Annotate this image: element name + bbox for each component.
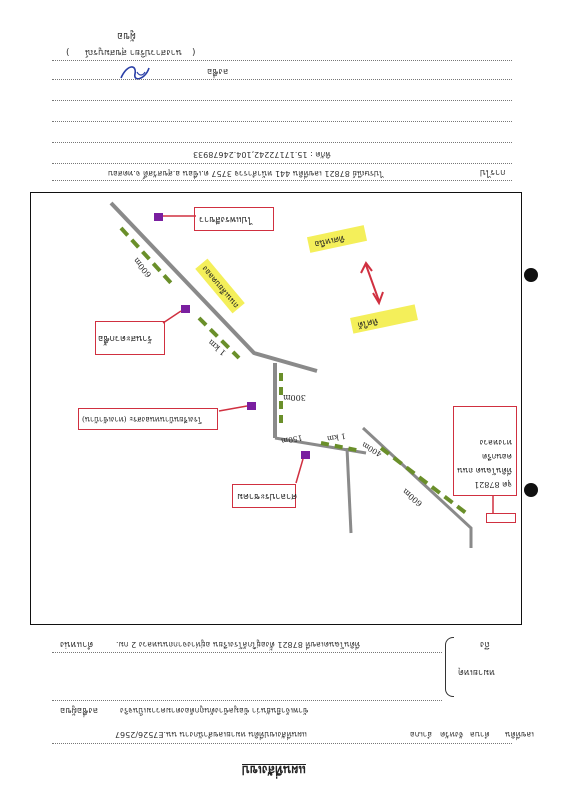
contact-label: การไป [480, 167, 506, 177]
label-box-road [78, 408, 218, 430]
note-line1: ข้าพเจ้ายืนยันว่า ข้อมูลข้างต้นถูกต้องตามความเป็นจริง [120, 706, 309, 715]
map-frame [30, 192, 522, 625]
road-name: ถนนเลียบคลอง [200, 264, 241, 311]
note-line2: ลงชื่อผู้ขอ [60, 705, 99, 715]
south-label: ทิศใต้ [356, 315, 379, 330]
dotted-line [52, 743, 512, 744]
dotted-line [52, 700, 442, 701]
label-box-bottom-left [232, 484, 296, 508]
dotted-line [52, 100, 512, 101]
label-text: ร้านสะดวกซื้อ [98, 333, 153, 343]
punch-hole-top [524, 268, 538, 282]
note-brace [445, 637, 454, 697]
page-title: แผนที่สังเขป [242, 763, 306, 777]
label-text: ศาลาประชาคม [237, 491, 297, 501]
dist-label: 600m [131, 255, 154, 280]
col-d: เลขที่ดิน [505, 730, 535, 739]
form-row: แผนที่สังเขปที่ดิน หมายเลขสำนักงาน นน.E7526/2567 [115, 730, 308, 739]
side-right: ถึง [480, 639, 490, 649]
note-label: หมายเหตุ [458, 667, 496, 677]
dotted-line [52, 142, 512, 143]
col-c: จังหวัด [440, 730, 464, 739]
label-box-left [95, 321, 165, 355]
paren-open: ( [192, 46, 196, 56]
col-b: อำเภอ [410, 730, 433, 739]
signature-mark [115, 60, 155, 86]
dist-label: 300m [283, 393, 306, 402]
paren-close: ) [66, 46, 70, 56]
dist-label: 1 km [326, 431, 347, 444]
dotted-line [52, 79, 512, 80]
sign-prefix: ลงชื่อ [207, 66, 229, 76]
punch-hole-bottom [524, 483, 538, 497]
dotted-line [52, 163, 512, 164]
dotted-line [52, 180, 512, 181]
side-left: ตำแหน่ง [60, 639, 94, 649]
dotted-line [52, 121, 512, 122]
legend-text: จุด 87821 ที่ดินโฉนด ถนนคอนกรีต ทางหลวง [457, 438, 512, 489]
label-text: โรงเรียนบ้านหนองสระ (ทางเข้าบ้าน) [82, 415, 202, 424]
desc-line: ที่ดินโฉนดเลขที่ 87821 ตั้งอยู่ใกล้โรงเรียน อยู่ห่างจากถนนหลวง 2 กม. [116, 640, 361, 649]
dotted-line [52, 652, 442, 653]
dist-label: 150m [280, 433, 304, 446]
label-text: ไปแพรงสีขาว [199, 214, 252, 224]
col-a: ตำบล [470, 730, 490, 739]
coords-line: พิกัด : 15.17172242,104.24678933 [193, 150, 331, 159]
owner-role: ผู้ขอ [117, 30, 136, 41]
dist-label: 1 km [206, 337, 228, 358]
owner-name: นางสาวปริยา สุขสมบูรณ์ [85, 47, 182, 57]
contact-line: ไปรษณีย์ 87821 เลขที่ดิน 441 หน้าสำรวจ 3757 ต.เขื่อน อ.สุขสวัสดิ์ จ.ทดสอบ [108, 169, 384, 178]
dist-label: 600m [400, 486, 425, 509]
north-label: ทิศเหนือ [313, 232, 346, 249]
label-box-top [194, 207, 274, 231]
dist-label: 400m [360, 440, 384, 459]
legend-box [453, 406, 517, 496]
legend-tab [486, 513, 516, 523]
